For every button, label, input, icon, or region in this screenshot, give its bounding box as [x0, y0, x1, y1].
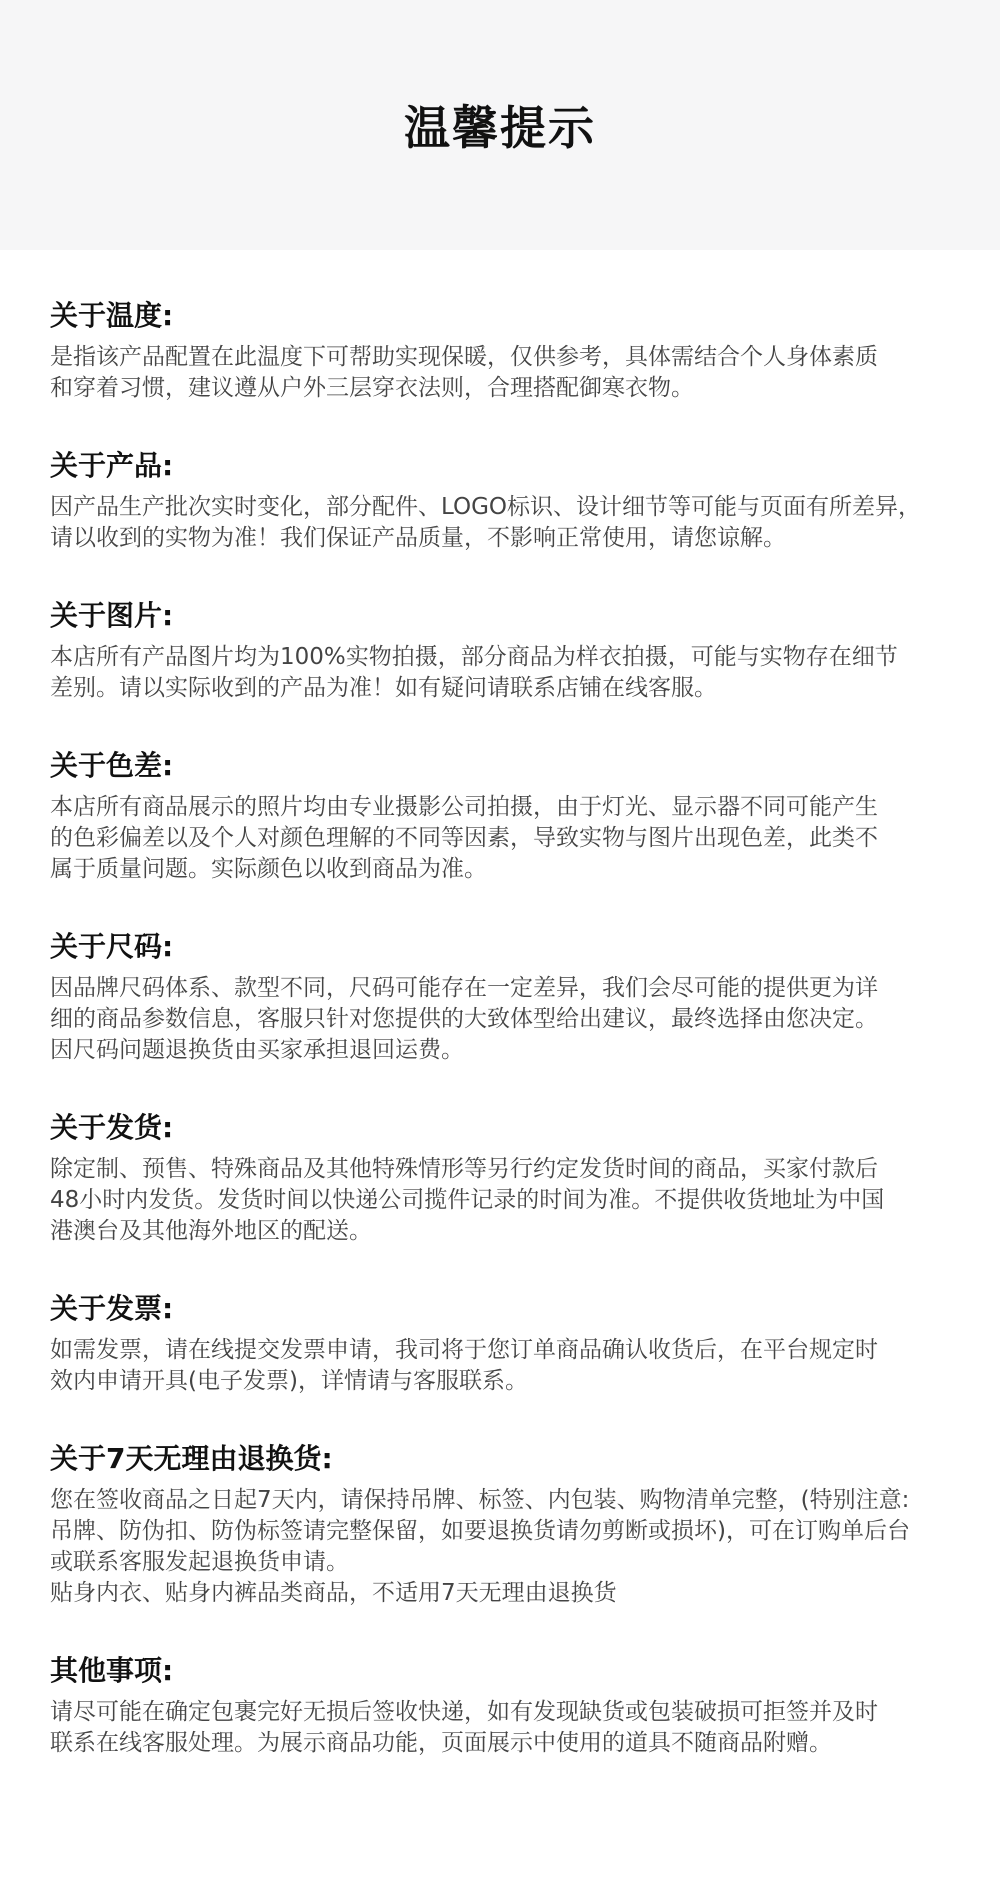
section-heading: 关于产品:: [50, 449, 174, 482]
section-heading: 关于图片:: [50, 599, 174, 632]
section-returns: [50, 1439, 950, 1609]
section-heading: 关于色差:: [50, 749, 174, 782]
section-images: [50, 596, 950, 704]
section-text: 因产品生产批次实时变化，部分配件、LOGO标识、设计细节等可能与页面有所差异， 请以收到的实物为准！我们保证产品质量，不影响正常使用，请您谅解。: [50, 494, 922, 551]
section-text: 本店所有产品图片均为100%实物拍摄，部分商品为样衣拍摄，可能与实物存在细节 差别。请以实际收到的产品为准！如有疑问请联系店铺在线客服。: [50, 644, 898, 701]
section-color-difference: [50, 746, 950, 885]
section-heading: 其他事项:: [50, 1654, 174, 1687]
section-text: 请尽可能在确定包裹完好无损后签收快递，如有发现缺货或包装破损可拒签并及时 联系在线客服处理。为展示商品功能，页面展示中使用的道具不随商品附赠。: [50, 1699, 878, 1756]
section-text: 是指该产品配置在此温度下可帮助实现保暖，仅供参考，具体需结合个人身体素质 和穿着习惯，建议遵从户外三层穿衣法则，合理搭配御寒衣物。: [50, 344, 878, 401]
section-heading: 关于尺码:: [50, 930, 174, 963]
section-heading: 关于温度:: [50, 299, 174, 332]
section-product: [50, 446, 950, 554]
section-size: [50, 927, 950, 1066]
section-text: 因品牌尺码体系、款型不同，尺码可能存在一定差异，我们会尽可能的提供更为详 细的商品参数信息，客服只针对您提供的大致体型给出建议，最终选择由您决定。 因尺码问题退换货由买家承担退回运费。: [50, 975, 878, 1063]
section-text: 您在签收商品之日起7天内，请保持吊牌、标签、内包装、购物清单完整，(特别注意: 吊牌、防伪扣、防伪标签请完整保留，如要退换货请勿剪断或损坏)，可在订购单后台 或联系客服发起退换货申请。 贴身内衣、贴身内裤品类商品，不适用7天无理由退换货: [50, 1487, 910, 1606]
section-heading: 关于7天无理由退换货:: [50, 1442, 333, 1475]
section-temperature: [50, 296, 950, 404]
section-shipping: [50, 1108, 950, 1247]
section-other: [50, 1651, 950, 1759]
page-title: 温馨提示: [404, 101, 596, 155]
section-text: 如需发票，请在线提交发票申请，我司将于您订单商品确认收货后，在平台规定时 效内申请开具(电子发票)，详情请与客服联系。: [50, 1337, 878, 1394]
section-text: 除定制、预售、特殊商品及其他特殊情形等另行约定发货时间的商品，买家付款后 48小时内发货。发货时间以快递公司揽件记录的时间为准。不提供收货地址为中国 港澳台及其他海外地区的配送。: [50, 1156, 885, 1244]
section-invoice: [50, 1289, 950, 1397]
section-heading: 关于发票:: [50, 1292, 174, 1325]
notice-content: [0, 250, 1000, 1759]
section-heading: 关于发货:: [50, 1111, 174, 1144]
header-banner: [0, 0, 1000, 250]
section-text: 本店所有商品展示的照片均由专业摄影公司拍摄，由于灯光、显示器不同可能产生 的色彩偏差以及个人对颜色理解的不同等因素，导致实物与图片出现色差，此类不 属于质量问题。实际颜色以收到商品为准。: [50, 794, 878, 882]
